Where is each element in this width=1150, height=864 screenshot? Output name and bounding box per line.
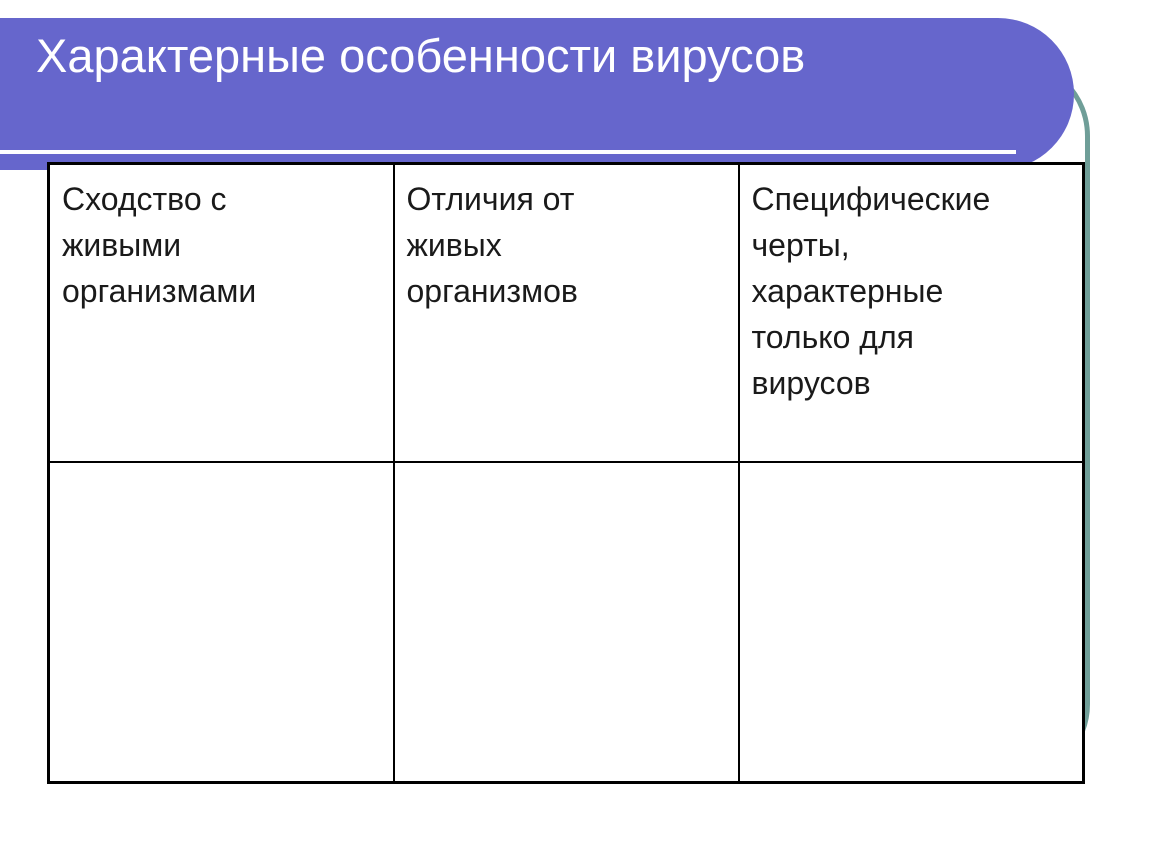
title-underline bbox=[0, 150, 1016, 154]
virus-features-table bbox=[47, 162, 1085, 784]
table-cell-specific-traits[interactable] bbox=[739, 462, 1084, 783]
table-row bbox=[49, 462, 1084, 783]
table-cell-similarity[interactable] bbox=[49, 462, 394, 783]
header-specific-traits: Специфические черты, характерные только для вирусов bbox=[739, 164, 1084, 462]
header-similarity: Сходство с живыми организмами bbox=[49, 164, 394, 462]
table-header-row bbox=[49, 164, 1084, 462]
header-differences: Отличия от живых организмов bbox=[394, 164, 739, 462]
slide-title: Характерные особенности вирусов bbox=[36, 29, 806, 82]
table-cell-differences[interactable] bbox=[394, 462, 739, 783]
